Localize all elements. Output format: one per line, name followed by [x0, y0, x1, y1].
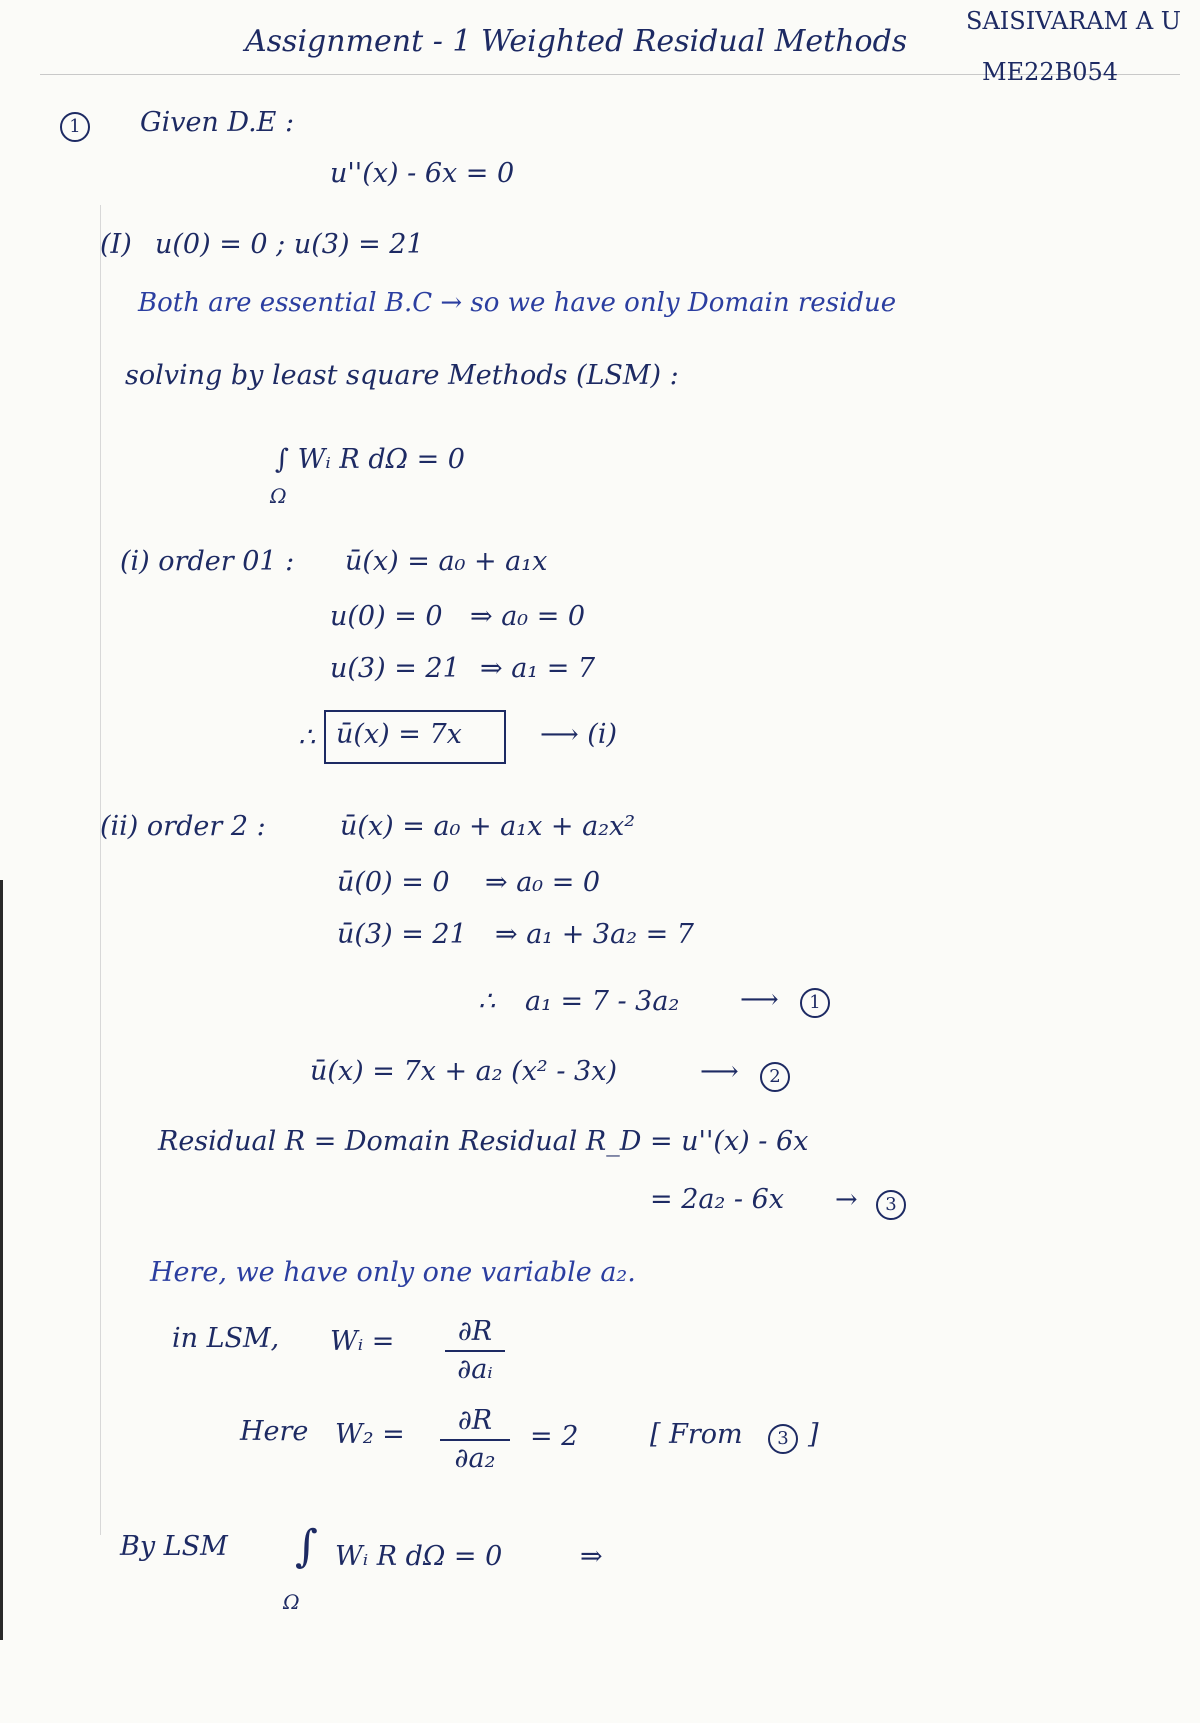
question-number: 1 [60, 112, 90, 142]
eq3-number: 3 [876, 1190, 906, 1220]
final-omega: Ω [283, 1590, 300, 1614]
weighted-integral: ∫ Wᵢ R dΩ = 0 [275, 444, 465, 475]
order2-cond1: ū(0) = 0 [337, 867, 450, 898]
method-heading: solving by least square Methods (LSM) : [125, 360, 679, 391]
final-arrow: ⇒ [580, 1541, 603, 1572]
a1-expression: a₁ = 7 - 3a₂ [525, 986, 680, 1017]
order1-cond2: u(3) = 21 [330, 653, 460, 684]
reference-eq-number: 3 [768, 1424, 798, 1454]
by-lsm-label: By LSM [120, 1531, 228, 1562]
variable-note: Here, we have only one variable a₂. [150, 1257, 636, 1288]
order1-result2: ⇒ a₁ = 7 [480, 653, 596, 684]
therefore-symbol: ∴ [298, 722, 316, 753]
order2-result1: ⇒ a₀ = 0 [485, 867, 601, 898]
final-integral: Wᵢ R dΩ = 0 [335, 1541, 503, 1572]
therefore-symbol-2: ∴ [478, 986, 496, 1017]
weight-fraction [445, 1316, 505, 1386]
here-label: Here [240, 1416, 309, 1447]
fraction-bar [445, 1350, 505, 1352]
order2-result2: ⇒ a₁ + 3a₂ = 7 [495, 919, 694, 950]
eq2-number: 2 [760, 1062, 790, 1092]
residual-value: = 2a₂ - 6x [650, 1184, 784, 1215]
order2-trial-substituted: ū(x) = 7x + a₂ (x² - 3x) [310, 1056, 617, 1087]
bc-note: Both are essential B.C → so we have only Domain residue [138, 288, 897, 318]
weight-fraction-numerator: ∂R [457, 1316, 493, 1347]
order1-tag: ⟶ (i) [540, 719, 617, 750]
order1-trial: ū(x) = a₀ + a₁x [345, 546, 548, 577]
reference-open: [ From [650, 1419, 743, 1450]
scan-edge [0, 880, 3, 1640]
order1-cond1: u(0) = 0 [330, 601, 443, 632]
eq2-arrow: ⟶ [700, 1056, 739, 1087]
given-label: Given D.E : [140, 107, 295, 138]
order1-solution: ū(x) = 7x [336, 719, 462, 750]
differential-equation: u''(x) - 6x = 0 [330, 158, 515, 189]
order1-label: (i) order 01 : [120, 546, 295, 577]
residual-definition: Residual R = Domain Residual R_D = u''(x) - 6x [158, 1126, 809, 1157]
eq1-number: 1 [800, 988, 830, 1018]
in-lsm-label: in LSM, [172, 1323, 280, 1354]
weight-fraction-denominator: ∂aᵢ [457, 1354, 493, 1385]
order2-trial: ū(x) = a₀ + a₁x + a₂x² [340, 811, 636, 842]
fraction-bar [440, 1439, 510, 1441]
integral-sign: ∫ [295, 1521, 318, 1572]
weight-definition: Wᵢ = [330, 1326, 395, 1357]
omega-subscript: Ω [270, 484, 287, 508]
boundary-conditions: u(0) = 0 ; u(3) = 21 [155, 229, 424, 260]
w2-fraction [440, 1405, 510, 1475]
order2-label: (ii) order 2 : [100, 811, 266, 842]
eq3-arrow: → [835, 1184, 858, 1215]
part-label: (I) [100, 229, 132, 260]
page-title: Assignment - 1 Weighted Residual Methods [245, 24, 908, 59]
reference-close: ] [808, 1419, 819, 1450]
eq1-arrow: ⟶ [740, 984, 779, 1015]
roll-number: ME22B054 [982, 58, 1119, 86]
w2-value: = 2 [530, 1421, 579, 1452]
order2-cond2: ū(3) = 21 [337, 919, 467, 950]
margin-line [100, 205, 101, 1535]
w2-definition: W₂ = [335, 1419, 405, 1450]
w2-fraction-numerator: ∂R [457, 1405, 493, 1436]
w2-fraction-denominator: ∂a₂ [454, 1443, 496, 1474]
order1-result1: ⇒ a₀ = 0 [470, 601, 586, 632]
author-name: SAISIVARAM A U [966, 7, 1182, 35]
